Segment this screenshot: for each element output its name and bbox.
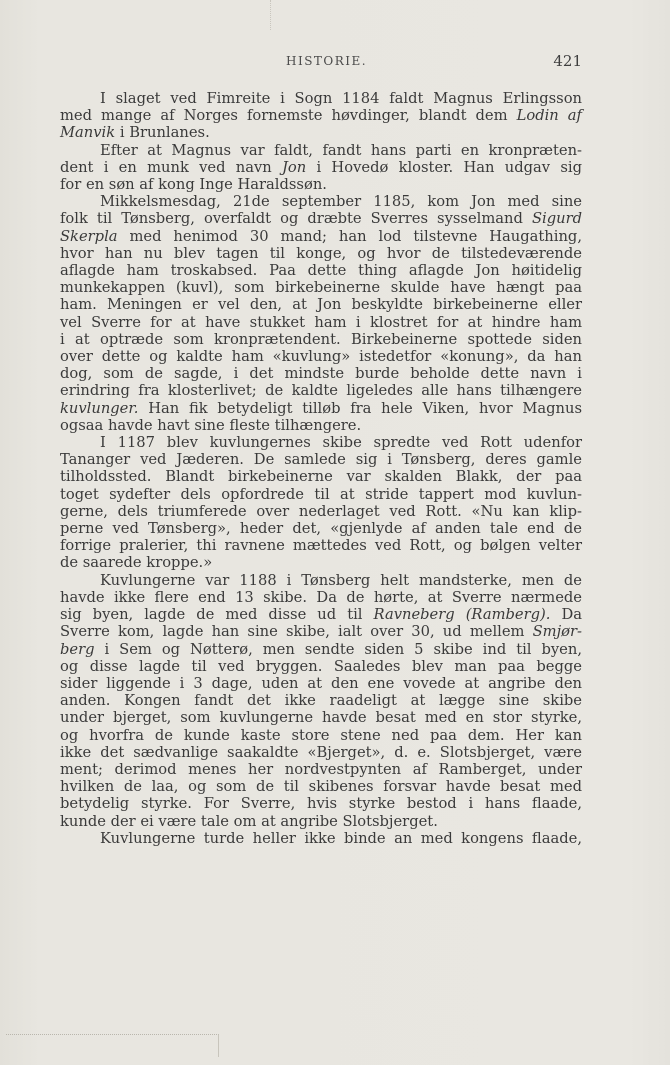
text-line: havde ikke flere end 13 skibe. Da de hørte, at Sverre nærmede xyxy=(60,588,582,606)
text-line: ham. Meningen er vel den, at Jon beskyldte birkebeinerne eller xyxy=(60,296,582,314)
text-line: betydelig styrke. For Sverre, hvis styrke bestod i hans flaade, xyxy=(60,795,582,813)
text-line: Kuvlungerne var 1188 i Tønsberg helt mandsterke, men de xyxy=(100,571,582,589)
text-line: dent i en munk ved navn Jon i Hovedø kloster. Han udgav sig xyxy=(60,158,582,176)
paragraph xyxy=(60,434,582,572)
paragraph xyxy=(60,193,582,434)
text-line: toget sydefter dels opfordrede til at stride tappert mod kuvlun- xyxy=(60,485,582,503)
text-line: I 1187 blev kuvlungernes skibe spredte ved Rott udenfor xyxy=(100,434,582,452)
text-line: erindring fra klosterlivet; de kaldte ligeledes alle hans tilhængere xyxy=(60,382,582,400)
text-line: for en søn af kong Inge Haraldssøn. xyxy=(60,176,327,194)
text-line: anden. Kongen fandt det ikke raadeligt at lægge sine skibe xyxy=(60,692,582,710)
text-line: Manvik i Brunlanes. xyxy=(60,124,210,142)
text-line: Skerpla med henimod 30 mand; han lod tilstevne Haugathing, xyxy=(60,227,582,245)
paragraph xyxy=(60,830,582,847)
text-line: i at optræde som kronprætendent. Birkebeinerne spottede siden xyxy=(60,330,582,348)
text-line: folk til Tønsberg, overfaldt og dræbte Sverres sysselmand Sigurd xyxy=(60,210,582,228)
text-line: med mange af Norges fornemste høvdinger, blandt dem Lodin af xyxy=(60,107,582,125)
text-line: sider liggende i 3 dage, uden at den ene vovede at angribe den xyxy=(60,674,582,692)
text-line: og disse lagde til ved bryggen. Saaledes blev man paa begge xyxy=(60,657,582,675)
text-line: gerne, dels triumferede over nederlaget ved Rott. «Nu kan klip- xyxy=(60,502,582,520)
text-line: kunde der ei være tale om at angribe Slotsbjerget. xyxy=(60,812,438,830)
text-line: ogsaa havde havt sine fleste tilhængere. xyxy=(60,416,362,434)
text-line: tilholdssted. Blandt birkebeinerne var skalden Blakk, der paa xyxy=(60,468,582,486)
paragraph xyxy=(60,572,582,830)
text-line: forrige pralerier, thi ravnene mættedes ved Rott, og bølgen velter xyxy=(60,537,582,555)
text-line: de saarede kroppe.» xyxy=(60,554,213,572)
text-line: under bjerget, som kuvlungerne havde besat med en stor styrke, xyxy=(60,709,582,727)
text-line: kuvlunger. Han fik betydeligt tilløb fra hele Viken, hvor Magnus xyxy=(60,399,582,417)
page-header xyxy=(60,52,582,74)
running-title: HISTORIE. xyxy=(286,54,368,68)
text-line: munkekappen (kuvl), som birkebeinerne skulde have hængt paa xyxy=(60,279,582,297)
text-line: hvilken de laa, og som de til skibenes forsvar havde besat med xyxy=(60,778,582,796)
page-number: 421 xyxy=(553,52,582,70)
paragraph xyxy=(60,142,582,194)
text-line: Tananger ved Jæderen. De samlede sig i Tønsberg, deres gamle xyxy=(60,451,582,469)
text-line: og hvorfra de kunde kaste store stene ned paa dem. Her kan xyxy=(60,726,582,744)
text-line: ment; derimod menes her nordvestpynten af Ramberget, under xyxy=(60,760,582,778)
text-line: vel Sverre for at have stukket ham i klostret for at hindre ham xyxy=(60,313,582,331)
text-line: hvor han nu blev tagen til konge, og hvor de tilstedeværende xyxy=(60,244,582,262)
paragraph xyxy=(60,90,582,142)
text-line: Sverre kom, lagde han sine skibe, ialt over 30, ud mellem Smjør- xyxy=(60,623,582,641)
text-line: I slaget ved Fimreite i Sogn 1184 faldt Magnus Erlingsson xyxy=(100,90,582,107)
text-line: Mikkelsmesdag, 21de september 1185, kom Jon med sine xyxy=(100,193,582,211)
body-text xyxy=(60,90,582,847)
text-line: sig byen, lagde de med disse ud til Ravneberg (Ramberg). Da xyxy=(60,606,583,624)
text-line: over dette og kaldte ham «kuvlung» istedetfor «konung», da han xyxy=(60,348,582,366)
page-edge-mark xyxy=(270,0,272,30)
text-line: perne ved Tønsberg», heder det, «gjenlyde af anden tale end de xyxy=(60,520,582,538)
text-line: berg i Sem og Nøtterø, men sendte siden 5 skibe ind til byen, xyxy=(60,640,582,658)
text-line: aflagde ham troskabsed. Paa dette thing aflagde Jon høitidelig xyxy=(60,262,582,280)
text-line: Efter at Magnus var faldt, fandt hans parti en kronpræten- xyxy=(100,141,582,159)
text-line: ikke det sædvanlige saakaldte «Bjerget», d. e. Slotsbjerget, være xyxy=(60,743,582,761)
text-line: dog, som de sagde, i det mindste burde beholde dette navn i xyxy=(60,365,582,383)
page-corner-mark xyxy=(6,1034,219,1057)
text-line: Kuvlungerne turde heller ikke binde an med kongens flaade, xyxy=(100,829,582,847)
